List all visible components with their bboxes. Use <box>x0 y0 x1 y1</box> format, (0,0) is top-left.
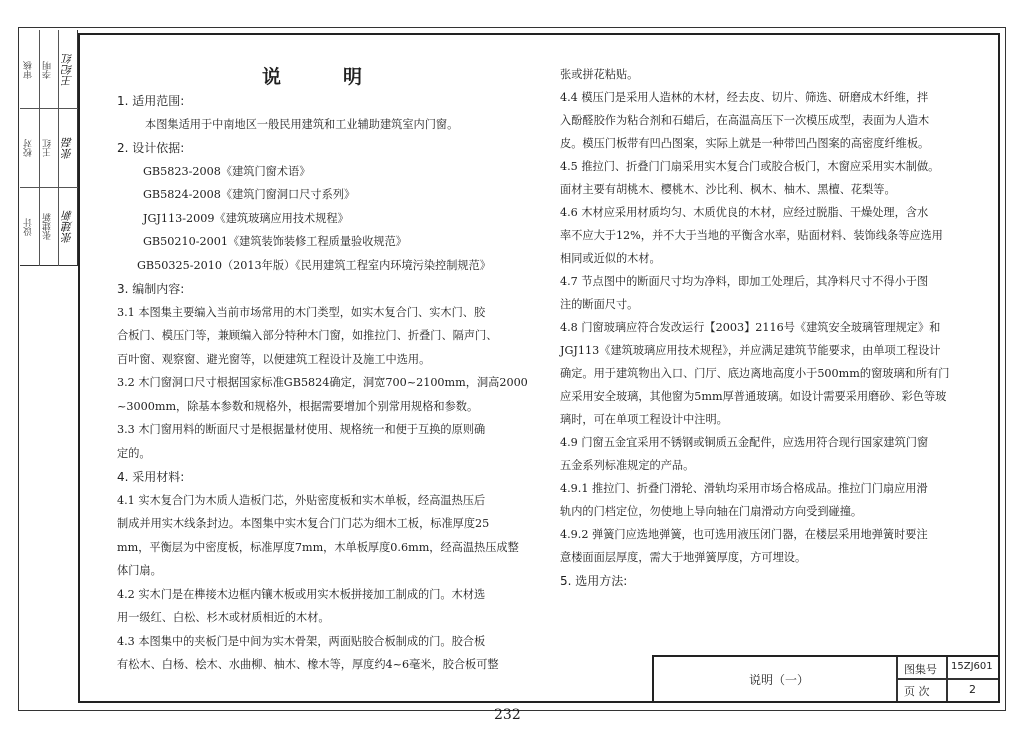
role-check: 校对 <box>24 139 34 157</box>
text-line: 4.6 木材应采用材质均匀、木质优良的木材，应经过脱脂、干燥处理，含水 <box>560 206 929 219</box>
text-line: 率不应大于12%，并不大于当地的平衡含水率，贴面材料、装饰线条等应选用 <box>560 229 943 242</box>
text-line: ~3000mm，除基本参数和规格外，根据需要增加个别常用规格和参数。 <box>117 399 479 413</box>
signature-review: 王纪红 <box>61 53 74 87</box>
text-line: 张或拼花粘贴。 <box>560 68 639 81</box>
text-line: GB5824-2008《建筑门窗洞口尺寸系列》 <box>143 188 356 201</box>
sign-divider <box>20 108 78 109</box>
text-line: 相同或近似的木材。 <box>560 252 661 265</box>
text-line: 4.9.1 推拉门、折叠门滑轮、滑轨均采用市场合格成品。推拉门门扇应用滑 <box>560 482 928 495</box>
text-line: 4.4 模压门是采用人造林的木材，经去皮、切片、筛选、研磨成木纤维，拌 <box>560 91 929 104</box>
text-line: 面材主要有胡桃木、樱桃木、沙比利、枫木、柚木、黑檀、花梨等。 <box>560 183 896 196</box>
text-line: 3.2 木门窗洞口尺寸根据国家标准GB5824确定，洞宽700~2100mm，洞高2000 <box>117 376 528 389</box>
text-line: 4.8 门窗玻璃应符合发改运行【2003】2116号《建筑安全玻璃管理规定》和 <box>560 321 941 334</box>
text-line: 合板门、模压门等，兼顾编入部分特种木门窗，如推拉门、折叠门、隔声门、 <box>117 329 498 342</box>
text-line: 制成并用实木线条封边。本图集中实木复合门门芯为细木工板，标准厚度25 <box>117 517 490 530</box>
title-char: 明 <box>343 66 365 88</box>
text-line: 4.5 推拉门、折叠门门扇采用实木复合门或胶合板门，木窗应采用实木制做。 <box>560 160 940 173</box>
title-block <box>652 655 998 701</box>
page-number: 232 <box>494 707 521 723</box>
text-line: 注的断面尺寸。 <box>560 298 639 311</box>
text-line: 体门扇。 <box>117 564 162 577</box>
signature-design: 张建新 <box>61 210 74 244</box>
text-line: 4.3 本图集中的夹板门是中间为实木骨架，两面贴胶合板制成的门。胶合板 <box>117 634 486 648</box>
name-design: 张建新 <box>43 213 53 241</box>
text-line: 4.9.2 弹簧门应选地弹簧，也可选用液压闭门器，在楼层采用地弹簧时要注 <box>560 528 928 541</box>
text-line: 本图集适用于中南地区一般民用建筑和工业辅助建筑室内门窗。 <box>145 117 459 131</box>
text-line: 3.1 本图集主要编入当前市场常用的木门类型，如实木复合门、实木门、胶 <box>117 305 486 319</box>
text-line: 4.9 门窗五金宜采用不锈钢或铜质五金配件，应选用符合现行国家建筑门窗 <box>560 436 929 449</box>
text-line: 皮。模压门板带有凹凸图案，实际上就是一种带凹凸图案的高密度纤维板。 <box>560 137 930 150</box>
text-line: 确定。用于建筑物出入口、门厅、底边离地高度小于500mm的窗玻璃和所有门 <box>560 367 950 380</box>
text-line: 应采用安全玻璃，其他窗为5mm厚普通玻璃。如设计需要采用磨砂、彩色等玻 <box>560 390 947 403</box>
title-char: 说 <box>262 66 284 88</box>
tb-divider <box>896 678 998 680</box>
text-line: GB50325-2010（2013年版）《民用建筑工程室内环境污染控制规范》 <box>137 258 491 272</box>
text-line: 有松木、白杨、桧木、水曲柳、柚木、橡木等，厚度约4~6毫米，胶合板可整 <box>117 658 499 671</box>
sign-divider <box>20 187 78 188</box>
role-design: 设计 <box>24 218 34 236</box>
section-heading: 2. 设计依据: <box>117 141 185 155</box>
text-line: 璃时，可在单项工程设计中注明。 <box>560 413 728 426</box>
section-heading: 1. 适用范围: <box>117 94 185 108</box>
atlas-label: 图集号 <box>904 663 937 676</box>
text-line: 3.3 木门窗用料的断面尺寸是根据量材使用、规格统一和便于互换的原则确 <box>117 423 486 436</box>
text-line: GB50210-2001《建筑装饰装修工程质量验收规范》 <box>143 235 407 248</box>
drawing-name: 说明（一） <box>749 673 810 687</box>
text-line: GB5823-2008《建筑门窗术语》 <box>143 164 311 178</box>
text-line: mm，平衡层为中密度板，标准厚度7mm，木单板厚度0.6mm，经高温热压成整 <box>117 540 519 554</box>
section-heading: 5. 选用方法: <box>560 574 628 588</box>
page-title <box>262 62 364 89</box>
section-heading: 3. 编制内容: <box>117 282 185 296</box>
text-line: 轨内的门档定位，勿使地上导向轴在门扇滑动方向受到碰撞。 <box>560 505 863 518</box>
text-line: 意楼面面层厚度，需大于地弹簧厚度，方可埋设。 <box>560 551 807 564</box>
page-no: 2 <box>969 683 976 696</box>
text-line: 4.2 实木门是在榫接木边框内镶木板或用实木板拼接加工制成的门。木材选 <box>117 587 486 601</box>
text-line: 五金系列标准规定的产品。 <box>560 459 695 472</box>
signature-check: 张磊 <box>61 137 74 159</box>
role-review: 审核 <box>24 61 34 79</box>
text-line: 入酚醛胶作为粘合剂和石蜡后，在高温高压下一次模压成型，表面为人造木 <box>560 114 930 127</box>
text-line: JGJ113《建筑玻璃应用技术规程》，并应满足建筑节能要求，由单项工程设计 <box>560 344 941 357</box>
atlas-number: 15ZJ601 <box>951 661 993 672</box>
page-label: 页 次 <box>904 685 930 698</box>
text-line: 4.7 节点图中的断面尺寸均为净料，即加工处理后，其净料尺寸不得小于图 <box>560 275 929 288</box>
name-review: 李明 <box>43 61 53 79</box>
text-line: JGJ113-2009《建筑玻璃应用技术规程》 <box>143 211 349 225</box>
section-heading: 4. 采用材料: <box>117 470 185 484</box>
text-line: 百叶窗、观察窗、避光窗等，以便建筑工程设计及施工中选用。 <box>117 352 431 366</box>
text-line: 用一级红、白松、杉木或材质相近的木材。 <box>117 611 330 624</box>
text-line: 4.1 实木复合门为木质人造板门芯，外贴密度板和实木单板，经高温热压后 <box>117 493 486 507</box>
name-check: 王红 <box>43 139 53 157</box>
signature-table <box>20 30 78 266</box>
text-line: 定的。 <box>117 446 151 460</box>
